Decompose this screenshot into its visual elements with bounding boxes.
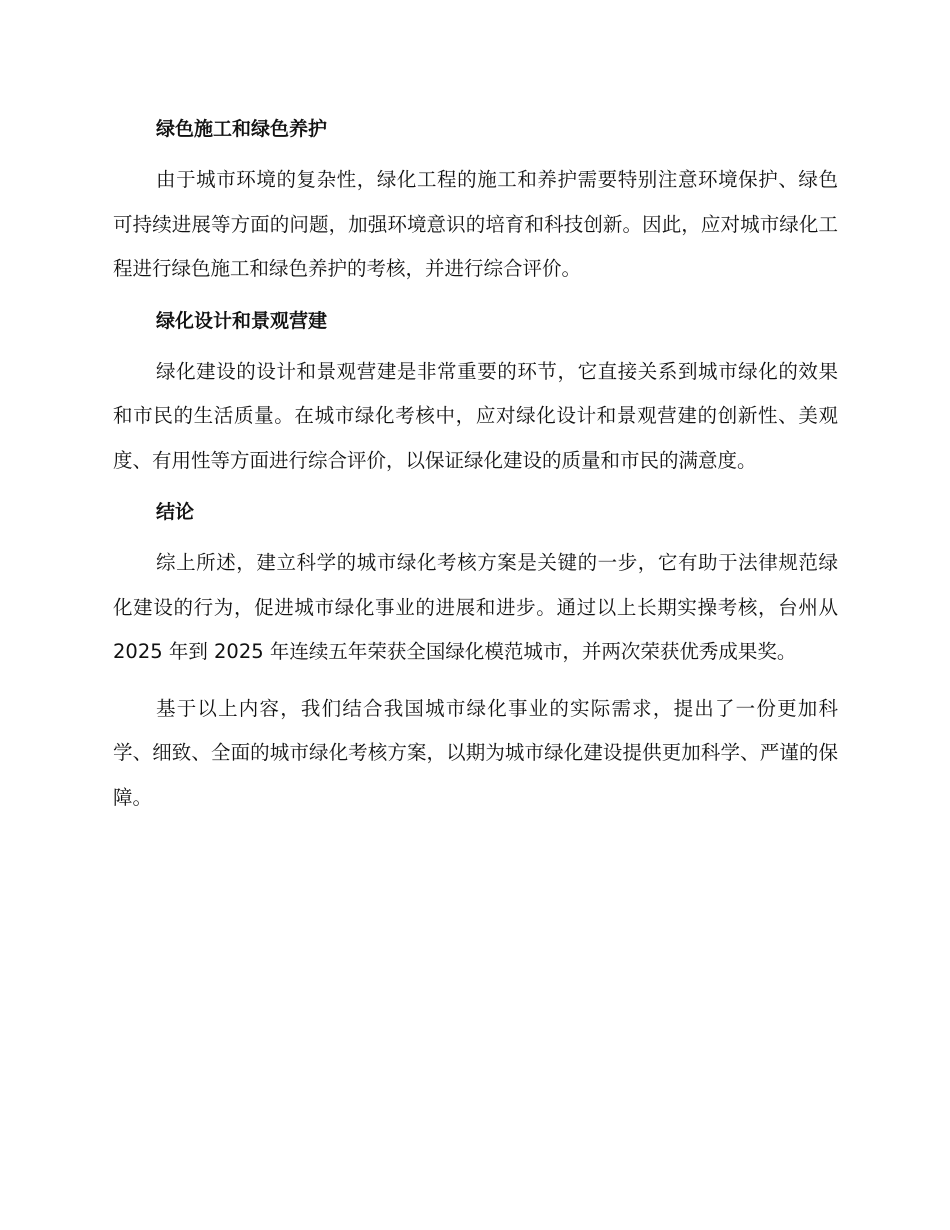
- section-heading-landscape-design: 绿化设计和景观营建: [156, 309, 328, 332]
- document-body: [113, 112, 838, 820]
- paragraph-conclusion-1: 综上所述，建立科学的城市绿化考核方案是关键的一步，它有助于法律规范绿化建设的行为，促进城市绿化事业的进展和进步。通过以上长期实操考核，台州从 2025 年到 2025 年连续五年荣获全国绿化模范城市，并两次荣获优秀成果奖。: [113, 551, 838, 663]
- section-heading-green-construction: 绿色施工和绿色养护: [156, 118, 328, 140]
- paragraph-conclusion-2: 基于以上内容，我们结合我国城市绿化事业的实际需求，提出了一份更加科学、细致、全面的城市绿化考核方案，以期为城市绿化建设提供更加科学、严谨的保障。: [113, 696, 838, 809]
- section-heading-conclusion: 结论: [156, 501, 195, 523]
- paragraph-landscape-design: 绿化建设的设计和景观营建是非常重要的环节，它直接关系到城市绿化的效果和市民的生活质量。在城市绿化考核中，应对绿化设计和景观营建的创新性、美观度、有用性等方面进行综合评价，以保证绿化建设的质量和市民的满意度。: [113, 359, 838, 472]
- paragraph-green-construction: 由于城市环境的复杂性，绿化工程的施工和养护需要特别注意环境保护、绿色可持续进展等方面的问题，加强环境意识的培育和科技创新。因此，应对城市绿化工程进行绿色施工和绿色养护的考核，并进行综合评价。: [113, 168, 838, 280]
